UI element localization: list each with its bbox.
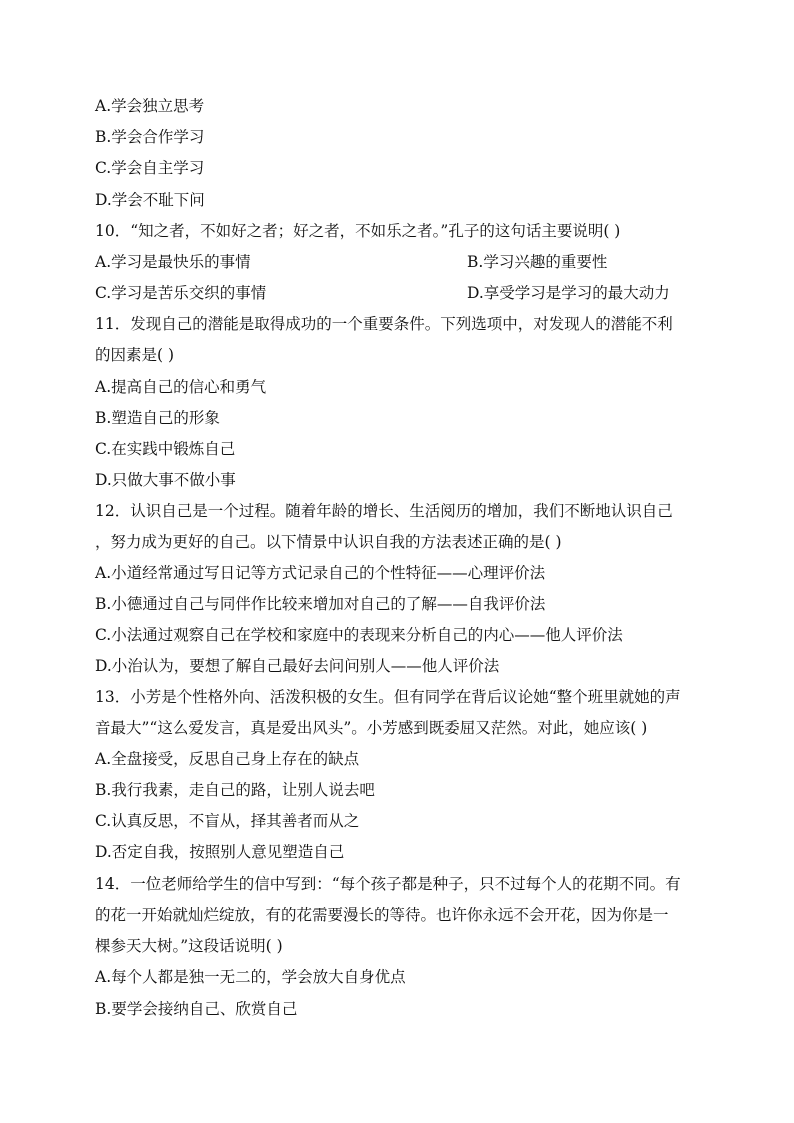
- q14-stem-line3: 棵参天大树。”这段话说明( ): [95, 937, 283, 955]
- q13-option-a: A.全盘接受，反思自己身上存在的缺点: [95, 750, 360, 768]
- q12-option-d: D.小治认为，要想了解自己最好去问问别人——他人评价法: [95, 657, 500, 675]
- q13-option-b: B.我行我素，走自己的路，让别人说去吧: [95, 781, 375, 799]
- q12-stem-line2: ，努力成为更好的自己。以下情景中认识自我的方法表述正确的是( ): [95, 533, 562, 551]
- q11-option-b: B.塑造自己的形象: [95, 409, 220, 427]
- q13-option-c: C.认真反思，不盲从，择其善者而从之: [95, 812, 360, 830]
- q9-option-d: D.学会不耻下问: [95, 191, 205, 209]
- q13-stem-line2: 音最大”“这么爱发言，真是爱出风头”。小芳感到既委屈又茫然。对此，她应该( ): [95, 719, 648, 737]
- q9-option-c: C.学会自主学习: [95, 159, 205, 177]
- q11-option-d: D.只做大事不做小事: [95, 471, 236, 489]
- q14-stem-line1: 14．一位老师给学生的信中写到：“每个孩子都是种子，只不过每个人的花期不同。有: [95, 875, 681, 893]
- q10-options-row2: [95, 283, 670, 303]
- q12-option-c: C.小法通过观察自己在学校和家庭中的表现来分析自己的内心——他人评价法: [95, 626, 623, 644]
- q10-stem: 10．“知之者，不如好之者；好之者，不如乐之者。”孔子的这句话主要说明( ): [95, 222, 621, 240]
- q10-options-row1: [95, 252, 608, 272]
- q13-stem-line1: 13．小芳是个性格外向、活泼积极的女生。但有同学在背后议论她“整个班里就她的声: [95, 688, 681, 706]
- q9-option-b: B.学会合作学习: [95, 128, 205, 146]
- q11-stem-line2: 的因素是( ): [95, 346, 175, 364]
- q10-option-d: D.享受学习是学习的最大动力: [467, 284, 670, 302]
- q12-stem-line1: 12．认识自己是一个过程。随着年龄的增长、生活阅历的增加，我们不断地认识自己: [95, 502, 673, 520]
- q14-option-a: A.每个人都是独一无二的，学会放大自身优点: [95, 968, 406, 986]
- q11-stem-line1: 11．发现自己的潜能是取得成功的一个重要条件。下列选项中，对发现人的潜能不利: [95, 315, 673, 333]
- q13-option-d: D.否定自我，按照别人意见塑造自己: [95, 843, 345, 861]
- q12-option-b: B.小德通过自己与同伴作比较来增加对自己的了解——自我评价法: [95, 595, 546, 613]
- q14-option-b: B.要学会接纳自己、欣赏自己: [95, 1000, 298, 1018]
- q14-stem-line2: 的花一开始就灿烂绽放，有的花需要漫长的等待。也许你永远不会开花，因为你是一: [95, 906, 669, 924]
- q11-option-c: C.在实践中锻炼自己: [95, 440, 236, 458]
- q10-option-a: A.学习是最快乐的事情: [95, 253, 251, 271]
- q12-option-a: A.小道经常通过写日记等方式记录自己的个性特征——心理评价法: [95, 564, 546, 582]
- q11-option-a: A.提高自己的信心和勇气: [95, 378, 267, 396]
- q9-option-a: A.学会独立思考: [95, 97, 205, 115]
- q10-option-b: B.学习兴趣的重要性: [467, 253, 608, 271]
- q10-option-c: C.学习是苦乐交织的事情: [95, 284, 267, 302]
